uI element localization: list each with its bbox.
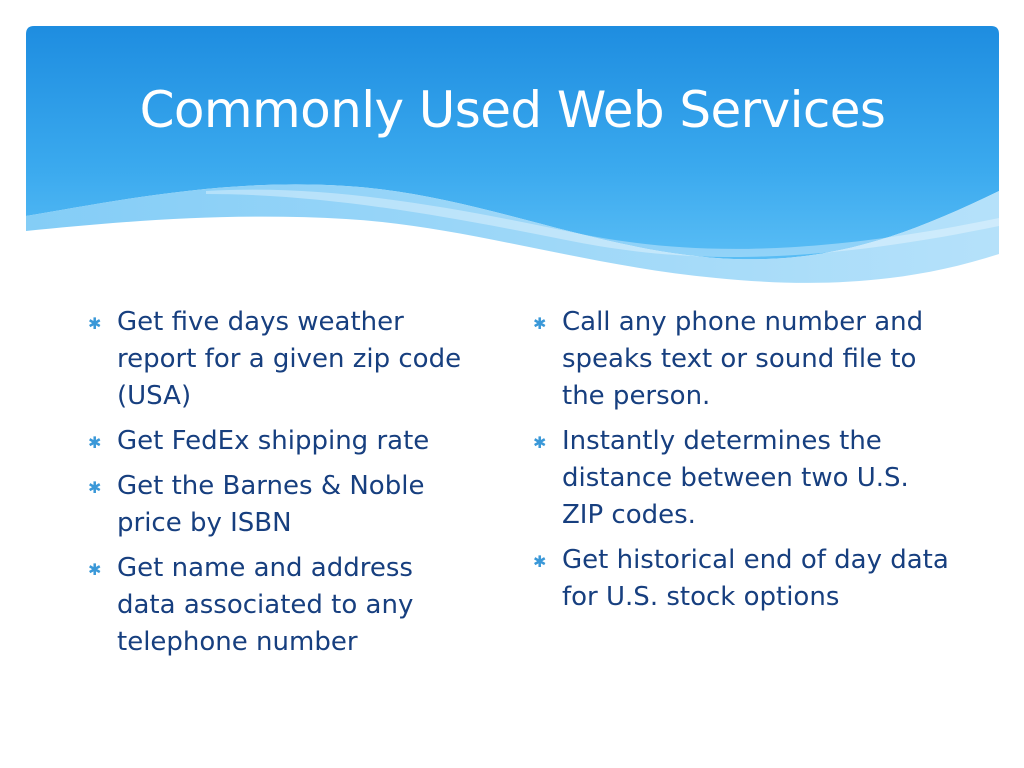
list-item xyxy=(88,304,478,415)
wave-graphic xyxy=(26,26,999,296)
bullet-text: Get historical end of day data for U.S. stock options xyxy=(562,545,949,612)
list-item xyxy=(88,550,478,661)
bullet-text: Call any phone number and speaks text or sound file to the person. xyxy=(562,307,924,411)
left-bullet-list xyxy=(88,304,478,669)
title-banner xyxy=(26,26,999,296)
right-bullet-list xyxy=(533,304,953,624)
bullet-text: Get the Barnes & Noble price by ISBN xyxy=(117,471,425,538)
asterisk-bullet-icon: ✱ xyxy=(533,552,547,571)
list-item xyxy=(533,542,953,616)
asterisk-bullet-icon: ✱ xyxy=(88,560,102,579)
list-item xyxy=(533,423,953,534)
asterisk-bullet-icon: ✱ xyxy=(88,433,102,452)
bullet-text: Get five days weather report for a given zip code (USA) xyxy=(117,307,462,411)
list-item xyxy=(88,423,478,460)
bullet-text: Get name and address data associated to any telephone number xyxy=(117,553,414,657)
bullet-text: Instantly determines the distance between two U.S. ZIP codes. xyxy=(562,426,909,530)
asterisk-bullet-icon: ✱ xyxy=(88,314,102,333)
asterisk-bullet-icon: ✱ xyxy=(533,314,547,333)
slide-title: Commonly Used Web Services xyxy=(139,81,886,139)
list-item xyxy=(88,468,478,542)
asterisk-bullet-icon: ✱ xyxy=(88,478,102,497)
asterisk-bullet-icon: ✱ xyxy=(533,433,547,452)
bullet-text: Get FedEx shipping rate xyxy=(117,426,430,456)
list-item xyxy=(533,304,953,415)
